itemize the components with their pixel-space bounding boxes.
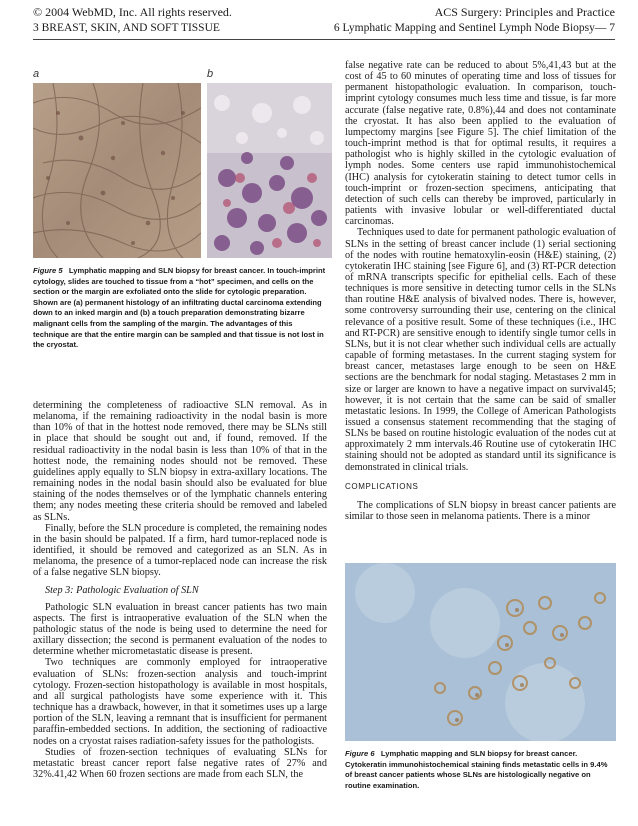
right-paragraph-1: false negative rate can be reduced to about 5%,41,43 but at the cost of 45 to 60 minutes of operating time and loss of tissues for permanent histopathologic evaluation. In comparison, touch-imprint cytology consumes much less time and tissue, is far more accurate (false negative rate, 0.8%),44 and does not contaminate the cryostat. It has also been applied to the evaluation of lumpectomy margins [see Figure 5]. The chief limitation of the touch-imprint method is that for optimal results, it requires a pathologist who is highly skilled in the cytologic evaluation of lymph nodes. Some centers use rapid immunohistochemical (IHC) analysis for cytokeratin staining to detect tumor cells in touch-imprint or frozen-section specimens, anticipating that detection of such cells can thereby be improved, particularly in patients with invasive lobular or well-differentiated ductal carcinomas. [345, 60, 616, 228]
figure5-panel-b-image [207, 83, 332, 258]
left-paragraph-5: Studies of frozen-section techniques of evaluating SLNs for metastatic breast cancer report false negative rates of 27% and 32%.41,42 When 60 frozen sections are made from each SLN, the [33, 746, 327, 780]
left-column [33, 400, 327, 780]
section-title: 6 Lymphatic Mapping and Sentinel Lymph Node Biopsy— 7 [333, 22, 615, 34]
figure5-label: Figure 5 [33, 266, 63, 275]
figure6-caption-text: Cytokeratin immunohistochemical staining finds metastatic cells in 9.4% of breast cancer patients whose SLNs are histologically negative on routine examination. [345, 759, 608, 790]
left-paragraph-4: Two techniques are commonly employed for intraoperative evaluation of SLNs: frozen-section analysis and touch-imprint cytology. Frozen-section histopathology is available in most hospitals, and all surgical pathologists have some experience with it. This technique has a drawback, however, in that it sometimes uses up a large portion of the SLN, leaving a remnant that is insufficient for permanent paraffin-embedded sections. In addition, the sectioning of radioactive nodes on a cryostat raises radiation-safety issues for the pathologists. [33, 657, 327, 747]
figure5-panel-b-label: b [207, 68, 214, 80]
right-column [345, 60, 616, 522]
figure5-title: Lymphatic mapping and SLN biopsy for breast cancer. [68, 266, 266, 275]
complications-heading: COMPLICATIONS [345, 481, 419, 491]
copyright-line: © 2004 WebMD, Inc. All rights reserved. [33, 5, 232, 19]
figure6-image [345, 563, 616, 741]
figure6-title: Lymphatic mapping and SLN biopsy for breast cancer. [380, 749, 578, 758]
left-paragraph-1: determining the completeness of radioactive SLN removal. As in melanoma, if the remaining radioactivity in the nodal basin is more than 10% of that in the hottest node removed, there may be SLNs still in place that should be sought out and, if found, removed. If the residual radioactivity in the nodal basin is less than 10% of that in the hottest node, the remaining nodes should not be removed. These guidelines apply equally to SLN biopsy in extra-axillary locations. The remaining nodes in the nodal basin should also be evaluated for blue staining of the nodes themselves or of the lymphatic channels entering them; any nodes meeting these criteria should be removed and labeled as SLNs. [33, 400, 327, 523]
figure5-panel-a-image [33, 83, 201, 258]
figure5-caption [33, 266, 327, 351]
figure6-caption [345, 749, 616, 791]
right-paragraph-2: Techniques used to date for permanent pathologic evaluation of SLNs in the setting of breast cancer include (1) serial sectioning of the nodes with routine hematoxylin-eosin (H&E) staining, (2) cytokeratin IHC staining [see Figure 6], and (3) RT-PCR detection of mRNA transcripts specific for epithelial cells. Each of these techniques is more sensitive in detecting tumor cells in the SLNs than routine H&E analysis of bivalved nodes. There is, however, some controversy surrounding their use, centering on the clinical relevance of a positive result. Some of these techniques (i.e., IHC and RT-PCR) are sensitive enough to identify single tumor cells in SLNs, but it is not clear whether such individual cells are actually capable of forming metastases. In the current staging system for breast cancer, metastases large enough to be seen on H&E sections are the benchmark for nodal staging. Metastases 2 mm in size or larger are known to have a negative impact on survival45; however, it is not certain that the same can be said of smaller metastatic lesions. In 1999, the College of American Pathologists issued a consensus statement recommending that the staging of SLNs be based on routine histologic evaluation of the nodes cut at approximately 2 mm intervals.46 Routine use of cytokeratin IHC staining should not be adopted as standard until its significance is demonstrated in clinical trials. [345, 227, 616, 473]
header-rule [33, 39, 615, 40]
figure6-label: Figure 6 [345, 749, 375, 758]
left-paragraph-3: Pathologic SLN evaluation in breast cancer patients has two main aspects. The first is intraoperative evaluation of the SLN when the pathologic status of the node is being used to determine the need for axillary dissection; the second is permanent evaluation of the nodes to determine whether micrometastatic disease is present. [33, 601, 327, 658]
left-paragraph-2: Finally, before the SLN procedure is completed, the remaining nodes in the basin should be palpated. If a firm, hard tumor-replaced node is identified, it should be removed and categorized as an SLN. As in melanoma, the presence of a tumor-replaced node can increase the risk of a false negative SLN biopsy. [33, 522, 327, 579]
right-paragraph-3: The complications of SLN biopsy in breast cancer patients are similar to those seen in melanoma patients. There is a minor [345, 499, 616, 523]
figure5-panel-a-label: a [33, 68, 40, 80]
chapter-title: 3 BREAST, SKIN, AND SOFT TISSUE [33, 22, 220, 34]
figure5-caption-text: In touch-imprint cytology, slides are touched to tissue from a “hot” specimen, and cells on the section or the margin are exfoliated onto the slide for cytologic preparation. Shown are (a) permanent histology of an infiltrating ductal carcinoma extending down to an inked margin and (b) a touch preparation demonstrating bizarre malignant cells from the sampling of the margin. The advantages of this technique are that the entire margin can be sampled and that tissue is not lost in the cryostat. [33, 266, 326, 350]
step3-heading: Step 3: Pathologic Evaluation of SLN [45, 584, 199, 596]
book-title: ACS Surgery: Principles and Practice [434, 5, 615, 19]
